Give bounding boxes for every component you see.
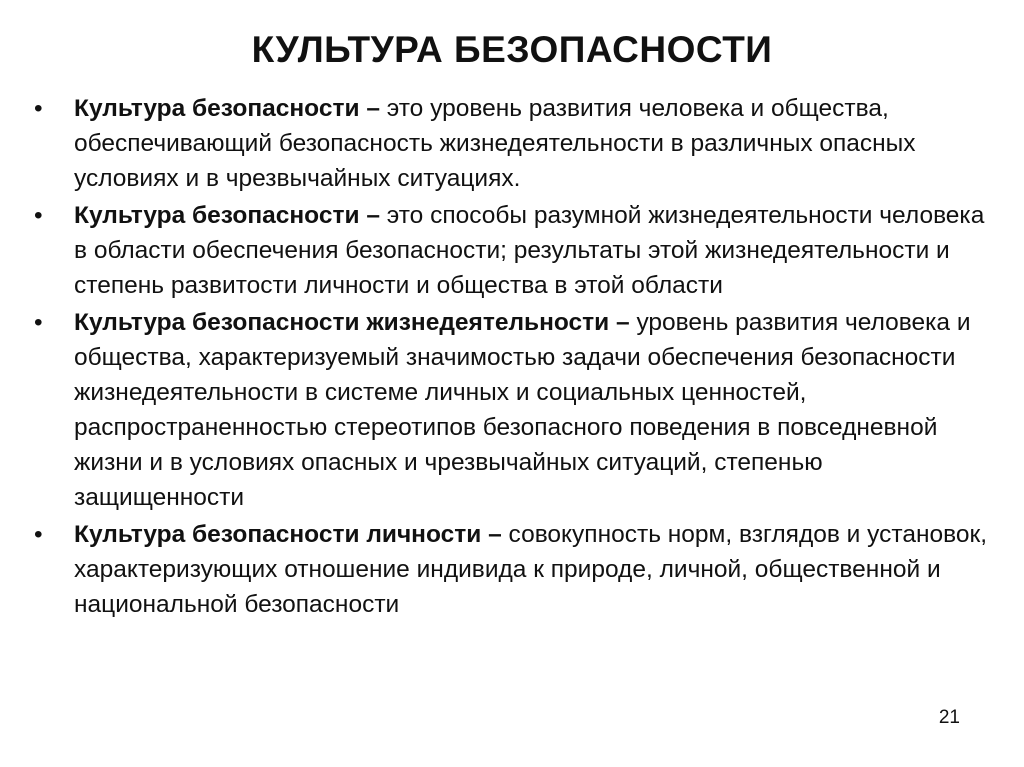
bullet-list <box>34 91 994 624</box>
bullet-item-1 <box>34 91 994 196</box>
bullet-text: уровень развития человека и общества, характеризуемый значимостью задачи обеспечения безопасности жизнедеятельности в системе личных и социальных ценностей, распространенностью стереотипов безопасного поведения в повседневной жизни и в условиях опасных и чрезвычайных ситуаций, степенью защищенности <box>74 309 971 511</box>
slide-title: КУЛЬТУРА БЕЗОПАСНОСТИ <box>251 29 773 70</box>
bullet-icon: • <box>34 95 43 122</box>
page-number: 21 <box>938 707 960 728</box>
bullet-term: Культура безопасности – <box>74 95 380 122</box>
bullet-icon: • <box>34 202 43 229</box>
bullet-term: Культура безопасности – <box>74 202 380 229</box>
bullet-item-3 <box>34 305 994 515</box>
bullet-icon: • <box>34 309 43 336</box>
bullet-term: Культура безопасности жизнедеятельности – <box>74 309 630 336</box>
bullet-text: совокупность норм, взглядов и установок, характеризующих отношение индивида к природе, личной, общественной и национальной безопасности <box>74 521 988 618</box>
bullet-icon: • <box>34 521 43 548</box>
bullet-item-4 <box>34 517 994 622</box>
bullet-item-2 <box>34 198 994 303</box>
bullet-text: это способы разумной жизнедеятельности человека в области обеспечения безопасности; результаты этой жизнедеятельности и степень развитости личности и общества в этой области <box>74 202 985 299</box>
bullet-term: Культура безопасности личности – <box>74 521 502 548</box>
bullet-text: это уровень развития человека и общества, обеспечивающий безопасность жизнедеятельности в различных опасных условиях и в чрезвычайных ситуациях. <box>74 95 916 192</box>
